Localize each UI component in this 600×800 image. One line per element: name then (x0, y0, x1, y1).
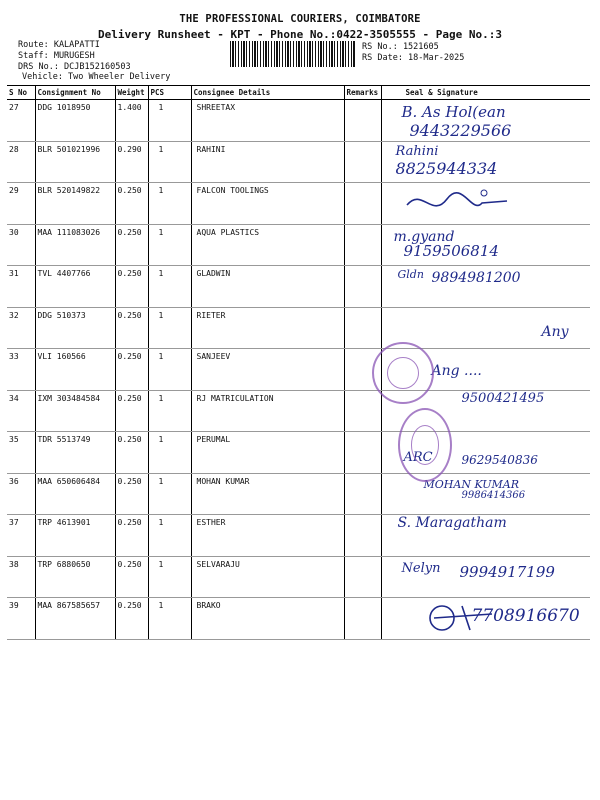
sno-cell: 33 (7, 349, 35, 391)
table-row (7, 100, 590, 142)
table-row (7, 349, 590, 391)
table-header-row (7, 86, 590, 100)
seal-signature-cell (381, 266, 590, 308)
seal-signature-cell (381, 556, 590, 598)
pcs-cell: 1 (148, 473, 191, 515)
col-pcs: PCS (148, 86, 191, 100)
weight-cell: 0.250 (115, 224, 148, 266)
remarks-cell (344, 224, 381, 266)
col-sno: S No (7, 86, 35, 100)
consignee-cell: GLADWIN (191, 266, 344, 308)
consignee-cell: RAHINI (191, 141, 344, 183)
rs-date: RS Date: 18-Mar-2025 (362, 53, 465, 63)
weight-cell: 0.250 (115, 515, 148, 557)
pcs-cell: 1 (148, 183, 191, 225)
handwritten-signature: S. Maragatham (397, 515, 507, 531)
remarks-cell (344, 556, 381, 598)
col-consignment: Consignment No (35, 86, 115, 100)
table-row (7, 141, 590, 183)
consignment-cell: MAA 111083026 (35, 224, 115, 266)
signature-scribble (422, 600, 502, 636)
table-row (7, 183, 590, 225)
handwritten-signature: B. As Hol(ean (401, 103, 506, 121)
handwritten-phone: 9443229566 (409, 121, 512, 140)
col-seal-signature: Seal & Signature (381, 86, 590, 100)
handwritten-signature: 9500421495 (461, 390, 545, 406)
col-weight: Weight (115, 86, 148, 100)
consignee-cell: SANJEEV (191, 349, 344, 391)
consignee-cell: PERUMAL (191, 432, 344, 474)
courier-stamp-2 (398, 408, 452, 482)
weight-cell: 0.290 (115, 141, 148, 183)
sno-cell: 27 (7, 100, 35, 142)
remarks-cell (344, 598, 381, 640)
remarks-cell (344, 390, 381, 432)
company-title: THE PROFESSIONAL COURIERS, COIMBATORE (179, 13, 421, 25)
remarks-cell (344, 473, 381, 515)
sno-cell: 37 (7, 515, 35, 557)
weight-cell: 0.250 (115, 432, 148, 474)
weight-cell: 0.250 (115, 598, 148, 640)
handwritten-phone: 9629540836 (461, 453, 538, 467)
handwritten-signature: Any (541, 323, 569, 340)
drs-number: DRS No.: DCJB152160503 (18, 62, 131, 72)
handwritten-phone: 9159506814 (403, 241, 499, 260)
col-remarks: Remarks (344, 86, 381, 100)
handwritten-signature: Nelyn (401, 560, 441, 576)
col-consignee: Consignee Details (191, 86, 344, 100)
remarks-cell (344, 100, 381, 142)
pcs-cell: 1 (148, 141, 191, 183)
weight-cell: 0.250 (115, 307, 148, 349)
pcs-cell: 1 (148, 349, 191, 391)
pcs-cell: 1 (148, 515, 191, 557)
consignment-cell: DDG 510373 (35, 307, 115, 349)
weight-cell: 0.250 (115, 556, 148, 598)
consignment-cell: TVL 4407766 (35, 266, 115, 308)
handwritten-signature: Ang .... (431, 363, 482, 379)
remarks-cell (344, 515, 381, 557)
remarks-cell (344, 141, 381, 183)
sno-cell: 28 (7, 141, 35, 183)
handwritten-phone: 8825944334 (395, 158, 498, 178)
handwritten-phone: 9986414366 (461, 489, 526, 501)
weight-cell: 0.250 (115, 349, 148, 391)
seal-signature-cell (381, 473, 590, 515)
sno-cell: 35 (7, 432, 35, 474)
table-row (7, 473, 590, 515)
consignment-cell: IXM 303484584 (35, 390, 115, 432)
sno-cell: 32 (7, 307, 35, 349)
seal-signature-cell (381, 598, 590, 640)
consignment-cell: DDG 1018950 (35, 100, 115, 142)
handwritten-signature: MOHAN KUMAR (423, 477, 520, 491)
seal-signature-cell (381, 141, 590, 183)
handwritten-phone: 9894981200 (431, 270, 521, 286)
handwritten-signature: m.gyand (393, 228, 455, 245)
remarks-cell (344, 183, 381, 225)
consignment-cell: MAA 650606484 (35, 473, 115, 515)
consignment-cell: VLI 160566 (35, 349, 115, 391)
weight-cell: 0.250 (115, 183, 148, 225)
remarks-cell (344, 307, 381, 349)
handwritten-signature: Rahini (395, 143, 439, 159)
consignee-cell: BRAKO (191, 598, 344, 640)
handwritten-phone: 9994917199 (459, 562, 555, 581)
consignee-cell: RJ MATRICULATION (191, 390, 344, 432)
barcode (230, 41, 355, 67)
route-label: Route: KALAPATTI (18, 40, 100, 50)
handwritten-signature: ARC (403, 450, 433, 465)
consignee-cell: FALCON TOOLINGS (191, 183, 344, 225)
remarks-cell (344, 432, 381, 474)
pcs-cell: 1 (148, 266, 191, 308)
table-row (7, 224, 590, 266)
pcs-cell: 1 (148, 224, 191, 266)
pcs-cell: 1 (148, 556, 191, 598)
remarks-cell (344, 266, 381, 308)
table-row (7, 515, 590, 557)
consignment-cell: TDR 5513749 (35, 432, 115, 474)
pcs-cell: 1 (148, 432, 191, 474)
consignment-cell: BLR 501021996 (35, 141, 115, 183)
staff-label: Staff: MURUGESH (18, 51, 95, 61)
consignee-cell: MOHAN KUMAR (191, 473, 344, 515)
vehicle-label: Vehicle: Two Wheeler Delivery (22, 72, 171, 82)
seal-signature-cell (381, 100, 590, 142)
consignee-cell: AQUA PLASTICS (191, 224, 344, 266)
handwritten-signature: Gldn (397, 268, 424, 281)
table-row (7, 598, 590, 640)
pcs-cell: 1 (148, 598, 191, 640)
sno-cell: 39 (7, 598, 35, 640)
consignment-cell: TRP 6880650 (35, 556, 115, 598)
consignee-cell: SHREETAX (191, 100, 344, 142)
consignment-cell: TRP 4613901 (35, 515, 115, 557)
seal-signature-cell (381, 515, 590, 557)
consignment-cell: BLR 520149822 (35, 183, 115, 225)
handwritten-phone: 7708916670 (471, 606, 580, 626)
table-row (7, 266, 590, 308)
pcs-cell: 1 (148, 307, 191, 349)
sno-cell: 29 (7, 183, 35, 225)
seal-signature-cell (381, 224, 590, 266)
rs-number: RS No.: 1521605 (362, 42, 439, 52)
consignee-cell: RIETER (191, 307, 344, 349)
weight-cell: 1.400 (115, 100, 148, 142)
consignee-cell: ESTHER (191, 515, 344, 557)
weight-cell: 0.250 (115, 390, 148, 432)
table-row (7, 432, 590, 474)
pcs-cell: 1 (148, 390, 191, 432)
sno-cell: 36 (7, 473, 35, 515)
sno-cell: 30 (7, 224, 35, 266)
sno-cell: 38 (7, 556, 35, 598)
signature-scribble (402, 185, 512, 221)
consignment-cell: MAA 867585657 (35, 598, 115, 640)
sno-cell: 34 (7, 390, 35, 432)
runsheet-table (7, 85, 590, 640)
sno-cell: 31 (7, 266, 35, 308)
weight-cell: 0.250 (115, 266, 148, 308)
runsheet-subtitle: Delivery Runsheet - KPT - Phone No.:0422-3505555 - Page No.:3 (98, 28, 502, 41)
seal-signature-cell (381, 183, 590, 225)
weight-cell: 0.250 (115, 473, 148, 515)
consignee-cell: SELVARAJU (191, 556, 344, 598)
courier-stamp-1 (372, 342, 434, 404)
table-row (7, 556, 590, 598)
pcs-cell: 1 (148, 100, 191, 142)
table-row (7, 307, 590, 349)
table-row (7, 390, 590, 432)
seal-signature-cell (381, 307, 590, 349)
